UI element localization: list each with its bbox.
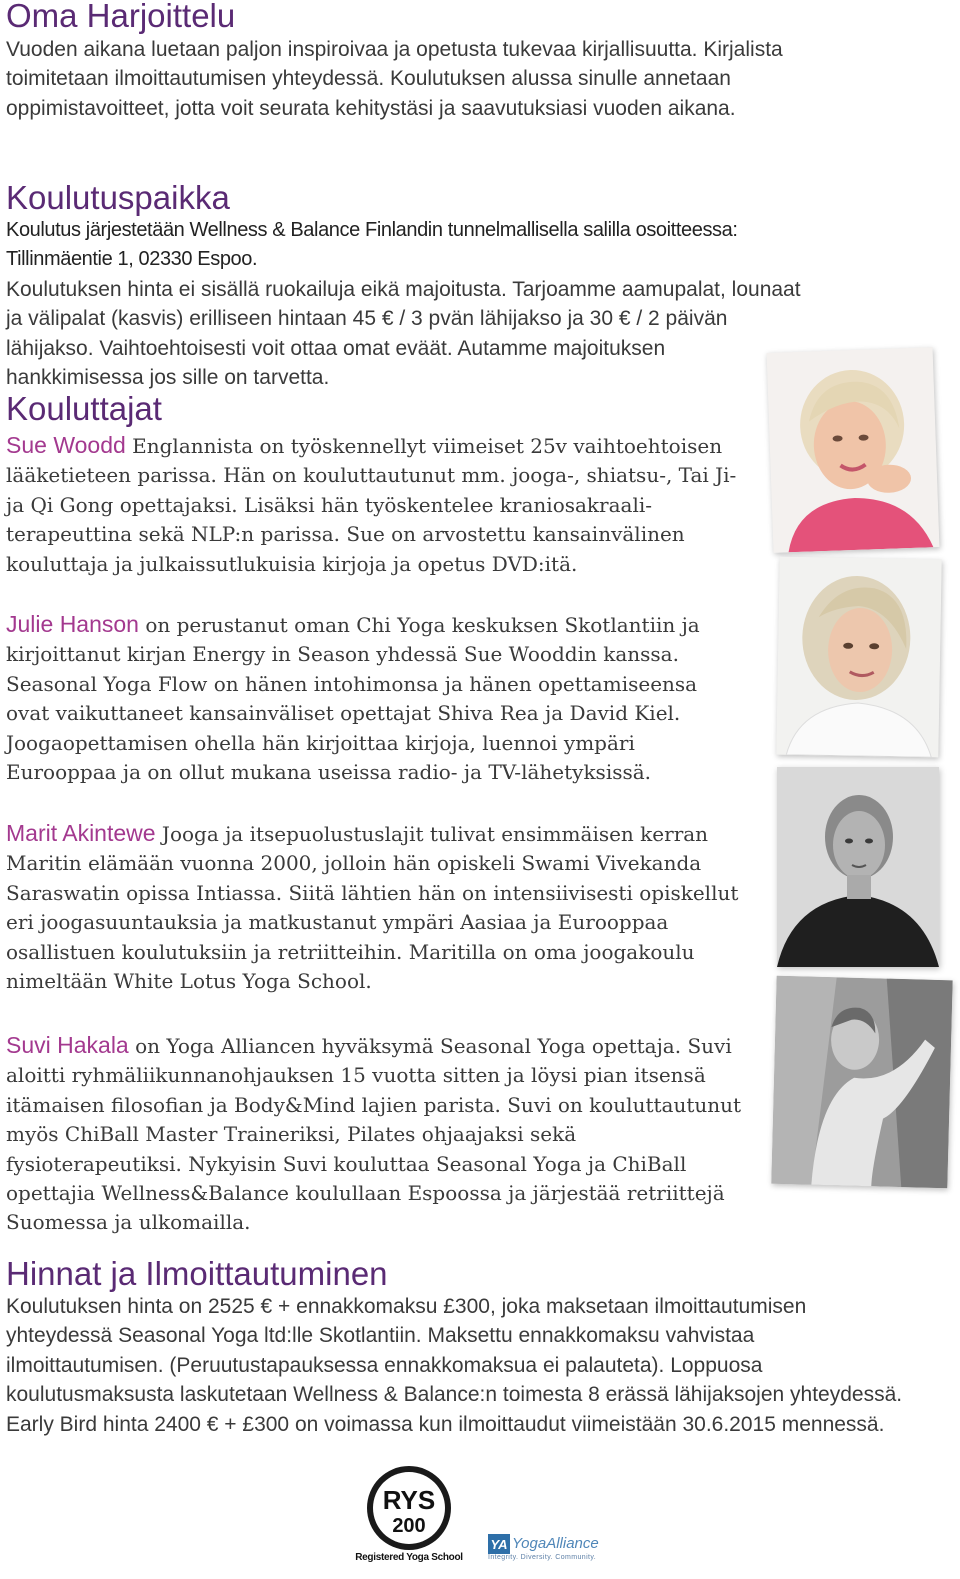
section-title-oma-harjoittelu: Oma Harjoittelu xyxy=(6,0,236,34)
portrait-illustration xyxy=(771,976,952,1189)
rys-200-logo xyxy=(354,1464,464,1572)
portrait-illustration xyxy=(767,347,940,553)
portrait-illustration xyxy=(776,557,941,758)
section-title-hinnat: Hinnat ja Ilmoittautuminen xyxy=(6,1255,388,1292)
photo-sue-woodd xyxy=(767,347,940,553)
rys-number: 200 xyxy=(392,1515,426,1537)
photo-julie-hanson xyxy=(776,557,941,758)
koulutuspaikka-text: Koulutuksen hinta ei sisällä ruokailuja eikä majoitusta. Tarjoamme aamupalat, lounaat ja välipalat (kasvis) erilliseen hintaan 45 € / 3 pvän lähijakso ja 30 € / 2 päivän lähijakso. Vaihtoehtoisesti voit ottaa omat eväät. Autamme majoituksen hankkimisessa jos sille on tarvetta. xyxy=(6,278,801,390)
section-title-koulutuspaikka: Koulutuspaikka xyxy=(6,179,230,216)
rys-caption: Registered Yoga School xyxy=(355,1552,463,1563)
yoga-alliance-tagline: Integrity. Diversity. Community. xyxy=(488,1554,597,1561)
photo-suvi-hakala xyxy=(771,976,952,1189)
section-title-kouluttajat: Kouluttajat xyxy=(6,390,162,427)
yoga-alliance-mark-icon xyxy=(488,1534,510,1554)
trainer-julie-hanson xyxy=(6,610,726,787)
oma-harjoittelu-text: Vuoden aikana luetaan paljon inspiroivaa ja opetusta tukevaa kirjallisuutta. Kirjalista toimitetaan ilmoittautumisen yhteydessä. Koulutuksen alussa sinulle annetaan oppimistavoitteet, jotta voit seurata kehitystäsi ja saavutuksiasi vuoden aikana. xyxy=(6,38,783,120)
trainer-name: Suvi Hakala xyxy=(6,1032,129,1058)
portrait-illustration xyxy=(777,767,939,967)
trainer-bio: Englannista on työskennellyt viimeiset 25v vaihtoehtoisen lääketieteen parissa. Hän on kouluttautunut mm. jooga-, shiatsu-, Tai Ji- ja Qi Gong opettajaksi. Lisäksi hän työskentelee kraniosakraali-terapeuttina sekä NLP:n parissa. Sue on arvostettu kansainvälinen kouluttaja ja julkaissutlukuisia kirjoja ja opetus DVD:itä. xyxy=(6,434,737,576)
trainer-bio: on Yoga Alliancen hyväksymä Seasonal Yoga opettaja. Suvi aloitti ryhmäliikunnanohjauksen 15 vuotta sitten ja löysi pian itsensä itämaisen filosofian ja Body&Mind lajien parista. Suvi on kouluttautunut myös ChiBall Master Traineriksi, Pilates ohjaajaksi sekä fysioterapeutiksi. Nykyisin Suvi kouluttaa Seasonal Yoga ja ChiBall opettajia Wellness&Balance koulullaan Espoossa ja järjestää retriittejä Suomessa ja ulkomailla. xyxy=(6,1034,742,1235)
trainer-marit-akintewe xyxy=(6,819,751,996)
koulutuspaikka-location: Koulutus järjestetään Wellness & Balance Finlandin tunnelmallisella salilla osoitteessa: Tillinmäentie 1, 02330 Espoo. xyxy=(6,219,738,271)
rys-text: RYS xyxy=(382,1485,436,1515)
trainer-name: Julie Hanson xyxy=(6,611,139,637)
trainer-bio: Jooga ja itsepuolustuslajit tulivat ensimmäisen kerran Maritin elämään vuonna 2000, jolloin hän opiskeli Swami Vivekanda Saraswatin opissa Intiassa. Siitä lähtien hän on intensiivisesti opiskellut eri joogasuuntauksia ja matkustanut ympäri Aasiaa ja Eurooppaa osallistuen koulutuksiin ja retriitteihin. Maritilla on oma joogakoulu nimeltään White Lotus Yoga School. xyxy=(6,822,739,994)
yoga-alliance-name: YogaAlliance xyxy=(512,1535,599,1552)
trainer-name: Sue Woodd xyxy=(6,432,126,458)
trainer-sue-woodd xyxy=(6,431,751,579)
trainer-name: Marit Akintewe xyxy=(6,820,156,846)
trainer-suvi-hakala xyxy=(6,1031,756,1238)
photo-marit-akintewe xyxy=(777,767,939,967)
rys-badge-icon xyxy=(354,1464,464,1554)
hinnat-text: Koulutuksen hinta on 2525 € + ennakkomaksu £300, joka maksetaan ilmoittautumisen yhteydessä Seasonal Yoga ltd:lle Skotlantiin. Maksettu ennakkomaksu vahvistaa ilmoittautumisen. (Peruutustapauksessa ennakkomaksua ei palauteta). Loppuosa koulutusmaksusta laskutetaan Wellness & Balance:n toimesta 8 erässä lähijaksojen yhteydessä. Early Bird hinta 2400 € + £300 on voimassa kun ilmoittaudut viimeistään 30.6.2015 mennessä. xyxy=(6,1295,903,1436)
yoga-alliance-logo xyxy=(488,1532,612,1566)
ya-mark: YA xyxy=(490,1537,508,1552)
trainer-bio: on perustanut oman Chi Yoga keskuksen Skotlantiin ja kirjoittanut kirjan Energy in Season yhdessä Sue Wooddin kanssa. Seasonal Yoga Flow on hänen intohimonsa ja hänen opettamiseensa ovat vaikuttaneet kansainväliset opettajat Shiva Rea ja David Kiel. Joogaopettamisen ohella hän kirjoittaa kirjoja, luennoi ympäri Eurooppaa ja on ollut mukana useissa radio- ja TV-lähetyksissä. xyxy=(6,613,700,785)
